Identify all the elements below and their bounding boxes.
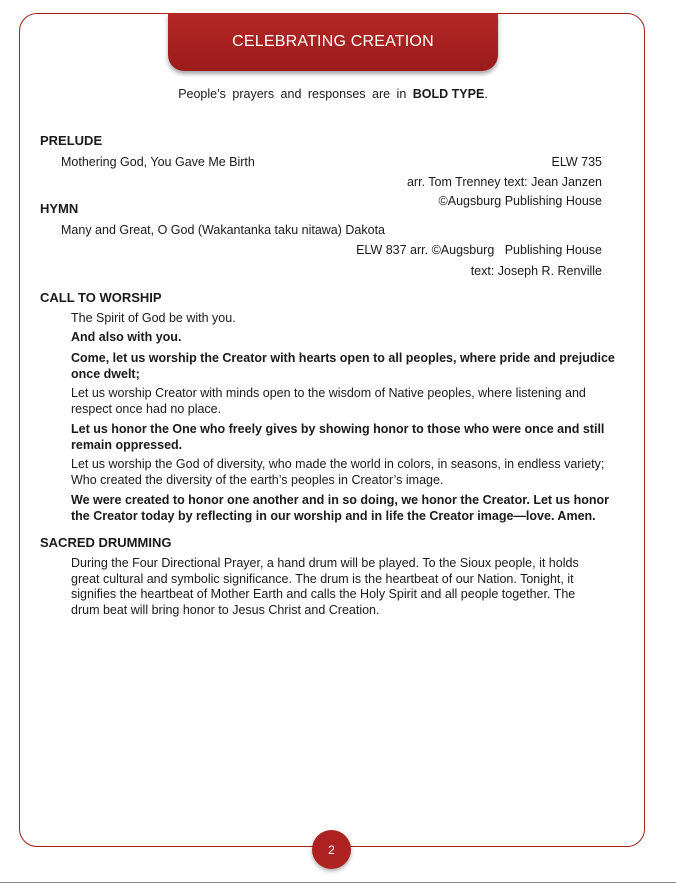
page-number [312,830,351,869]
page-title: CELEBRATING CREATION [232,33,434,50]
worship-line-people: Let us honor the One who freely gives by showing honor to those who were once and still remain oppressed. [71,422,605,452]
header-banner [168,13,498,71]
call-to-worship-heading: CALL TO WORSHIP [40,290,162,305]
hymn-credit-1: ELW 837 arr. ©Augsburg Publishing House [356,243,602,257]
hymn-heading: HYMN [40,201,79,216]
page-bottom-divider [0,882,676,883]
worship-line-leader: Let us worship Creator with minds open to the wisdom of Native peoples, where listening and respect once had no place. [71,386,586,416]
worship-line-people: Come, let us worship the Creator with hearts open to all peoples, where pride and prejudice once dwelt; [71,351,615,381]
prelude-copyright: ©Augsburg Publishing House [438,194,602,208]
worship-line-people: And also with you. [71,330,182,344]
prelude-credit: arr. Tom Trenney text: Jean Janzen [406,175,602,189]
prelude-title: Mothering God, You Gave Me Birth [61,155,255,169]
worship-line-leader: Let us worship the God of diversity, who made the world in colors, in seasons, in endless variety; Who created the diversity of the earth’s peoples in Creator’s image. [71,457,605,487]
worship-line-people: We were created to honor one another and in so doing, we honor the Creator. Let us honor the Creator today by reflecting in our worship and in life the Creator image—love. Amen. [71,493,610,523]
intro-end: . [484,87,488,101]
intro-note [0,87,666,101]
worship-line-leader: The Spirit of God be with you. [71,311,236,325]
intro-text: People’s prayers and responses are in [178,87,413,101]
hymn-title: Many and Great, O God (Wakantanka taku nitawa) Dakota [61,223,385,237]
sacred-drumming-heading: SACRED DRUMMING [40,535,172,550]
intro-bold-text: BOLD TYPE [412,87,485,101]
sacred-drumming-text: During the Four Directional Prayer, a hand drum will be played. To the Sioux people, it holds great cultural and symbolic significance. The drum is the heartbeat of our Nation. Tonight, it signifies the heartbeat of Mother Earth and calls the Holy Spirit and all people together. The drum beat will bring honor to Jesus Christ and Creation. [71,556,579,617]
hymn-credit-2: text: Joseph R. Renville [470,264,602,278]
prelude-number: ELW 735 [551,155,602,169]
prelude-heading: PRELUDE [40,133,103,148]
page-number-label: 2 [328,842,335,857]
